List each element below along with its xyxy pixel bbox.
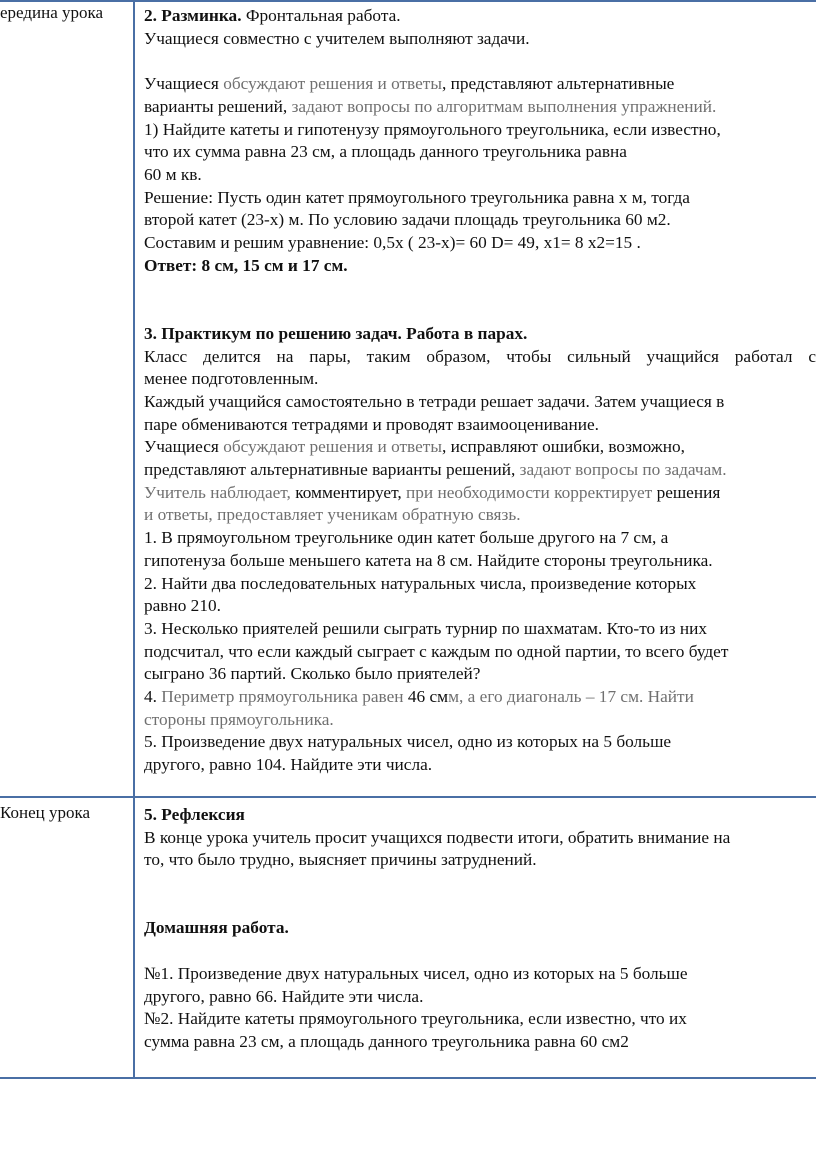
homework-heading: Домашняя работа.: [144, 918, 289, 938]
practice-discussion-line1: Учащиеся обсуждают решения и ответы, исправляют ошибки, возможно,: [144, 437, 685, 457]
warmup-answer: Ответ: 8 см, 15 см и 17 см.: [144, 255, 348, 275]
stage-label-end: Конец урока: [0, 803, 91, 822]
practice-task4-line2: стороны прямоугольника.: [144, 709, 334, 729]
lesson-middle-content: [144, 5, 816, 777]
warmup-solution-line2: второй катет (23-х) м. По условию задачи площадь треугольника 60 м2.: [144, 210, 671, 230]
warmup-solution-line3: Составим и решим уравнение: 0,5х ( 23-х)= 60 D= 49, х1= 8 х2=15 .: [144, 233, 641, 253]
practice-task1-line1: 1. В прямоугольном треугольнике один катет больше другого на 7 см, а: [144, 528, 669, 548]
warmup-solution-line1: Решение: Пусть один катет прямоугольного треугольника равна х м, тогда: [144, 187, 690, 207]
warmup-task1-line2: что их сумма равна 23 см, а площадь данного треугольника равна: [144, 142, 627, 162]
practice-self-work-line1: Каждый учащийся самостоятельно в тетради решает задачи. Затем учащиеся в: [144, 391, 725, 411]
warmup-task1-line1: 1) Найдите катеты и гипотенузу прямоугольного треугольника, если известно,: [144, 119, 721, 139]
practice-task3-line2: подсчитал, что если каждый сыграет с каждым по одной партии, то всего будет: [144, 641, 729, 661]
practice-task4-line1: 4. Периметр прямоугольника равен 46 смм, а его диагональ – 17 см. Найти: [144, 687, 694, 707]
homework-task2-line2: сумма равна 23 см, а площадь данного треугольника равна 60 см2: [144, 1031, 629, 1051]
practice-task5-line1: 5. Произведение двух натуральных чисел, одно из которых на 5 больше: [144, 732, 672, 752]
warmup-intro: Учащиеся совместно с учителем выполняют задачи.: [144, 28, 530, 48]
lesson-end-content: [144, 804, 816, 1054]
warmup-discussion-line1: Учащиеся обсуждают решения и ответы, представляют альтернативные: [144, 74, 675, 94]
practice-task5-line2: другого, равно 104. Найдите эти числа.: [144, 755, 433, 775]
stage-label-middle: ередина урока: [0, 3, 104, 22]
reflection-line2: то, что было трудно, выясняет причины затруднений.: [144, 850, 537, 870]
column-divider: [133, 0, 135, 1079]
homework-task2-line1: №2. Найдите катеты прямоугольного треугольника, если известно, что их: [144, 1009, 687, 1029]
homework-task1-line1: №1. Произведение двух натуральных чисел, одно из которых на 5 больше: [144, 963, 688, 983]
practice-pairs-line2: менее подготовленным.: [144, 369, 319, 389]
practice-teacher-line2: и ответы, предоставляет ученикам обратную связь.: [144, 505, 521, 525]
practice-task3-line1: 3. Несколько приятелей решили сыграть турнир по шахматам. Кто-то из них: [144, 618, 708, 638]
practice-pairs-line1: Класс делится на пары, таким образом, чтобы сильный учащийся работал с: [144, 346, 816, 366]
warmup-heading: 2. Разминка. Фронтальная работа.: [144, 6, 401, 25]
practice-task1-line2: гипотенуза больше меньшего катета на 8 см. Найдите стороны треугольника.: [144, 550, 713, 570]
row-divider: [0, 796, 816, 798]
practice-self-work-line2: паре обмениваются тетрадями и проводят взаимооценивание.: [144, 414, 599, 434]
practice-task3-line3: сыграно 36 партий. Сколько было приятелей?: [144, 664, 481, 684]
practice-discussion-line2: представляют альтернативные варианты решений, задают вопросы по задачам.: [144, 460, 727, 480]
homework-task1-line2: другого, равно 66. Найдите эти числа.: [144, 986, 424, 1006]
practice-task2-line1: 2. Найти два последовательных натуральных числа, произведение которых: [144, 573, 697, 593]
practice-task2-line2: равно 210.: [144, 596, 221, 616]
table-top-border: [0, 0, 816, 2]
practice-heading: 3. Практикум по решению задач. Работа в парах.: [144, 323, 528, 343]
warmup-task1-line3: 60 м кв.: [144, 164, 202, 184]
reflection-heading: 5. Рефлексия: [144, 805, 245, 824]
practice-teacher-line1: Учитель наблюдает, комментирует, при необходимости корректирует решения: [144, 482, 721, 502]
reflection-line1: В конце урока учитель просит учащихся подвести итоги, обратить внимание на: [144, 827, 731, 847]
warmup-discussion-line2: варианты решений, задают вопросы по алгоритмам выполнения упражнений.: [144, 96, 717, 116]
table-bottom-border: [0, 1077, 816, 1079]
